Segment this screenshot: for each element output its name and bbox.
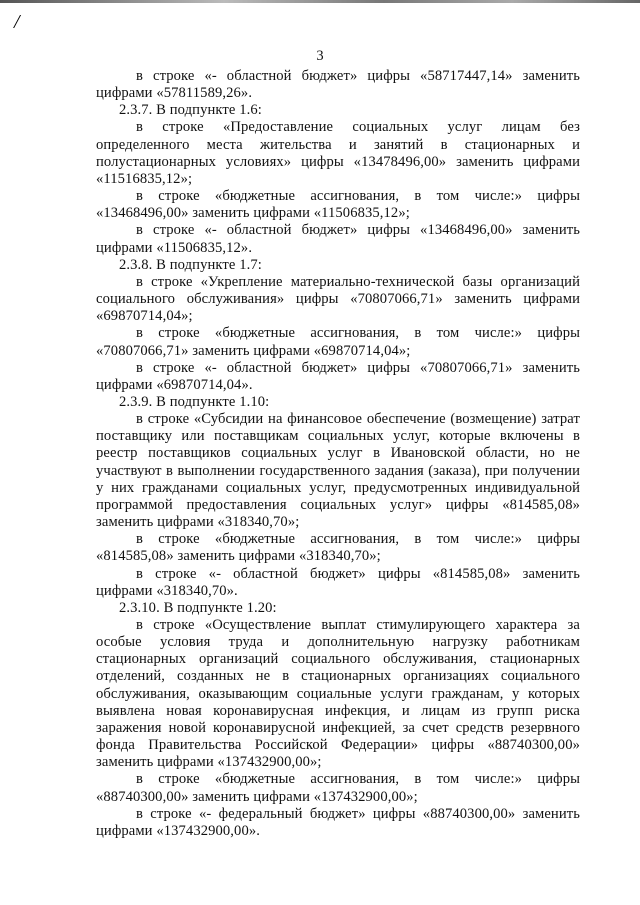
subsection-heading: 2.3.7. В подпункте 1.6: <box>119 102 262 119</box>
paragraph: в строке «- областной бюджет» цифры «58717447,14» заменить цифрами «57811589,26». <box>96 68 580 102</box>
paragraph: в строке «- областной бюджет» цифры «814585,08» заменить цифрами «318340,70». <box>96 565 580 599</box>
paragraph: в строке «бюджетные ассигнования, в том числе:» цифры «814585,08» заменить цифрами «318340,70»; <box>96 531 580 565</box>
subsection-heading: 2.3.9. В подпункте 1.10: <box>119 393 270 410</box>
document-body <box>96 68 580 840</box>
page-number: 3 <box>316 48 324 64</box>
paragraph: в строке «- областной бюджет» цифры «70807066,71» заменить цифрами «69870714,04». <box>96 359 580 393</box>
scan-edge <box>0 0 640 3</box>
paragraph: в строке «- федеральный бюджет» цифры «88740300,00» заменить цифрами «137432900,00». <box>96 805 580 839</box>
paragraph: в строке «- областной бюджет» цифры «13468496,00» заменить цифрами «11506835,12». <box>96 222 580 256</box>
corner-mark: / <box>14 11 20 33</box>
subsection-heading: 2.3.8. В подпункте 1.7: <box>119 256 262 273</box>
paragraph: в строке «бюджетные ассигнования, в том числе:» цифры «88740300,00» заменить цифрами «137432900,00»; <box>96 771 580 805</box>
subsection-heading: 2.3.10. В подпункте 1.20: <box>119 599 277 616</box>
paragraph: в строке «бюджетные ассигнования, в том числе:» цифры «70807066,71» заменить цифрами «69870714,04»; <box>96 325 580 359</box>
paragraph: в строке «Субсидии на финансовое обеспечение (возмещение) затрат поставщику или поставщикам социальных услуг, которые включены в реестр поставщиков социальных услуг в Ивановской области, но не участвуют в выполнении государственного задания (заказа), при получении у них гражданами социальных услуг, предусмотренных индивидуальной программой предоставления социальных услуг» цифры «814585,08» заменить цифрами «318340,70»; <box>96 411 580 531</box>
paragraph: в строке «Осуществление выплат стимулирующего характера за особые условия труда и дополнительную нагрузку работникам стационарных организаций социального обслуживания, стационарных отделений, созданных не в стационарных организациях социального обслуживания, оказывающим социальные услуги гражданам, у которых выявлена новая коронавирусная инфекция, и лицам из групп риска заражения новой коронавирусной инфекцией, за счет средств резервного фонда Правительства Российской Федерации» цифры «88740300,00» заменить цифрами «137432900,00»; <box>96 617 580 771</box>
paragraph: в строке «Укрепление материально-технической базы организаций социального обслуживания» цифры «70807066,71» заменить цифрами «69870714,04»; <box>96 273 580 325</box>
paragraph: в строке «бюджетные ассигнования, в том числе:» цифры «13468496,00» заменить цифрами «11506835,12»; <box>96 188 580 222</box>
paragraph: в строке «Предоставление социальных услуг лицам без определенного места жительства и занятий в стационарных и полустационарных условиях» цифры «13478496,00» заменить цифрами «11516835,12»; <box>96 119 580 187</box>
